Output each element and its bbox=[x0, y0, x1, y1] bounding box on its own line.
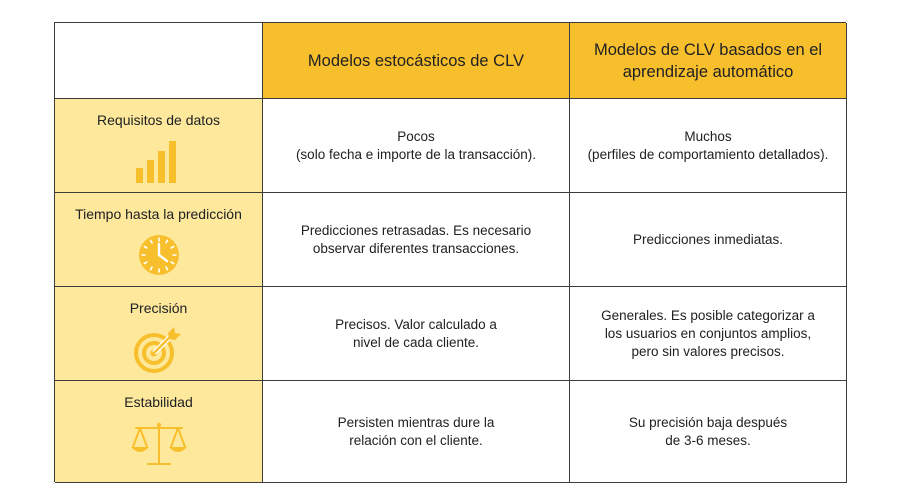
row-header-label: Tiempo hasta la predicción bbox=[75, 206, 242, 222]
target-icon bbox=[134, 327, 184, 378]
row-header-label: Requisitos de datos bbox=[97, 112, 220, 128]
cell-line: Predicciones retrasadas. Es necesario bbox=[300, 222, 532, 238]
cell-line: de 3-6 meses. bbox=[665, 432, 751, 448]
cell-line: Su precisión baja después bbox=[628, 414, 788, 430]
cell-stochastic-precision bbox=[263, 287, 570, 381]
row-header-precision bbox=[55, 287, 263, 381]
cell-ml-precision bbox=[570, 287, 847, 381]
row-header-data-requirements bbox=[55, 99, 263, 193]
cell-line: Muchos bbox=[684, 128, 732, 144]
cell-line: Predicciones inmediatas. bbox=[632, 231, 784, 247]
cell-line: relación con el cliente. bbox=[349, 432, 483, 448]
cell-line: Pocos bbox=[397, 128, 435, 144]
cell-stochastic-time-to-prediction bbox=[263, 193, 570, 287]
cell-line: Generales. Es posible categorizar a bbox=[601, 307, 815, 323]
cell-line: (perfiles de comportamiento detallados). bbox=[587, 146, 829, 162]
column-header-stochastic-text: Modelos estocásticos de CLV bbox=[307, 51, 525, 70]
cell-line: nivel de cada cliente. bbox=[352, 334, 480, 350]
row-header-time-to-prediction bbox=[55, 193, 263, 287]
table-corner-cell bbox=[55, 23, 263, 99]
cell-stochastic-stability bbox=[263, 381, 570, 483]
row-header-label: Precisión bbox=[129, 300, 188, 316]
cell-ml-time-to-prediction bbox=[570, 193, 847, 287]
column-header-ml bbox=[570, 23, 847, 99]
comparison-table bbox=[54, 22, 846, 482]
cell-ml-stability bbox=[570, 381, 847, 483]
cell-line: los usuarios en conjuntos amplios, bbox=[604, 325, 812, 341]
row-header-stability bbox=[55, 381, 263, 483]
cell-stochastic-data-requirements bbox=[263, 99, 570, 193]
row-header-label: Estabilidad bbox=[124, 394, 193, 410]
cell-line: (solo fecha e importe de la transacción). bbox=[295, 146, 537, 162]
cell-line: observar diferentes transacciones. bbox=[312, 240, 520, 256]
cell-ml-data-requirements bbox=[570, 99, 847, 193]
column-header-stochastic bbox=[263, 23, 570, 99]
cell-line: Persisten mientras dure la bbox=[337, 414, 495, 430]
cell-line: pero sin valores precisos. bbox=[631, 343, 785, 359]
cell-line: Precisos. Valor calculado a bbox=[335, 316, 497, 332]
scale-icon bbox=[130, 421, 188, 472]
clock-icon bbox=[137, 233, 181, 282]
column-header-ml-text: Modelos de CLV basados en el aprendizaje automático bbox=[593, 40, 823, 81]
bar-chart-icon bbox=[136, 139, 182, 188]
